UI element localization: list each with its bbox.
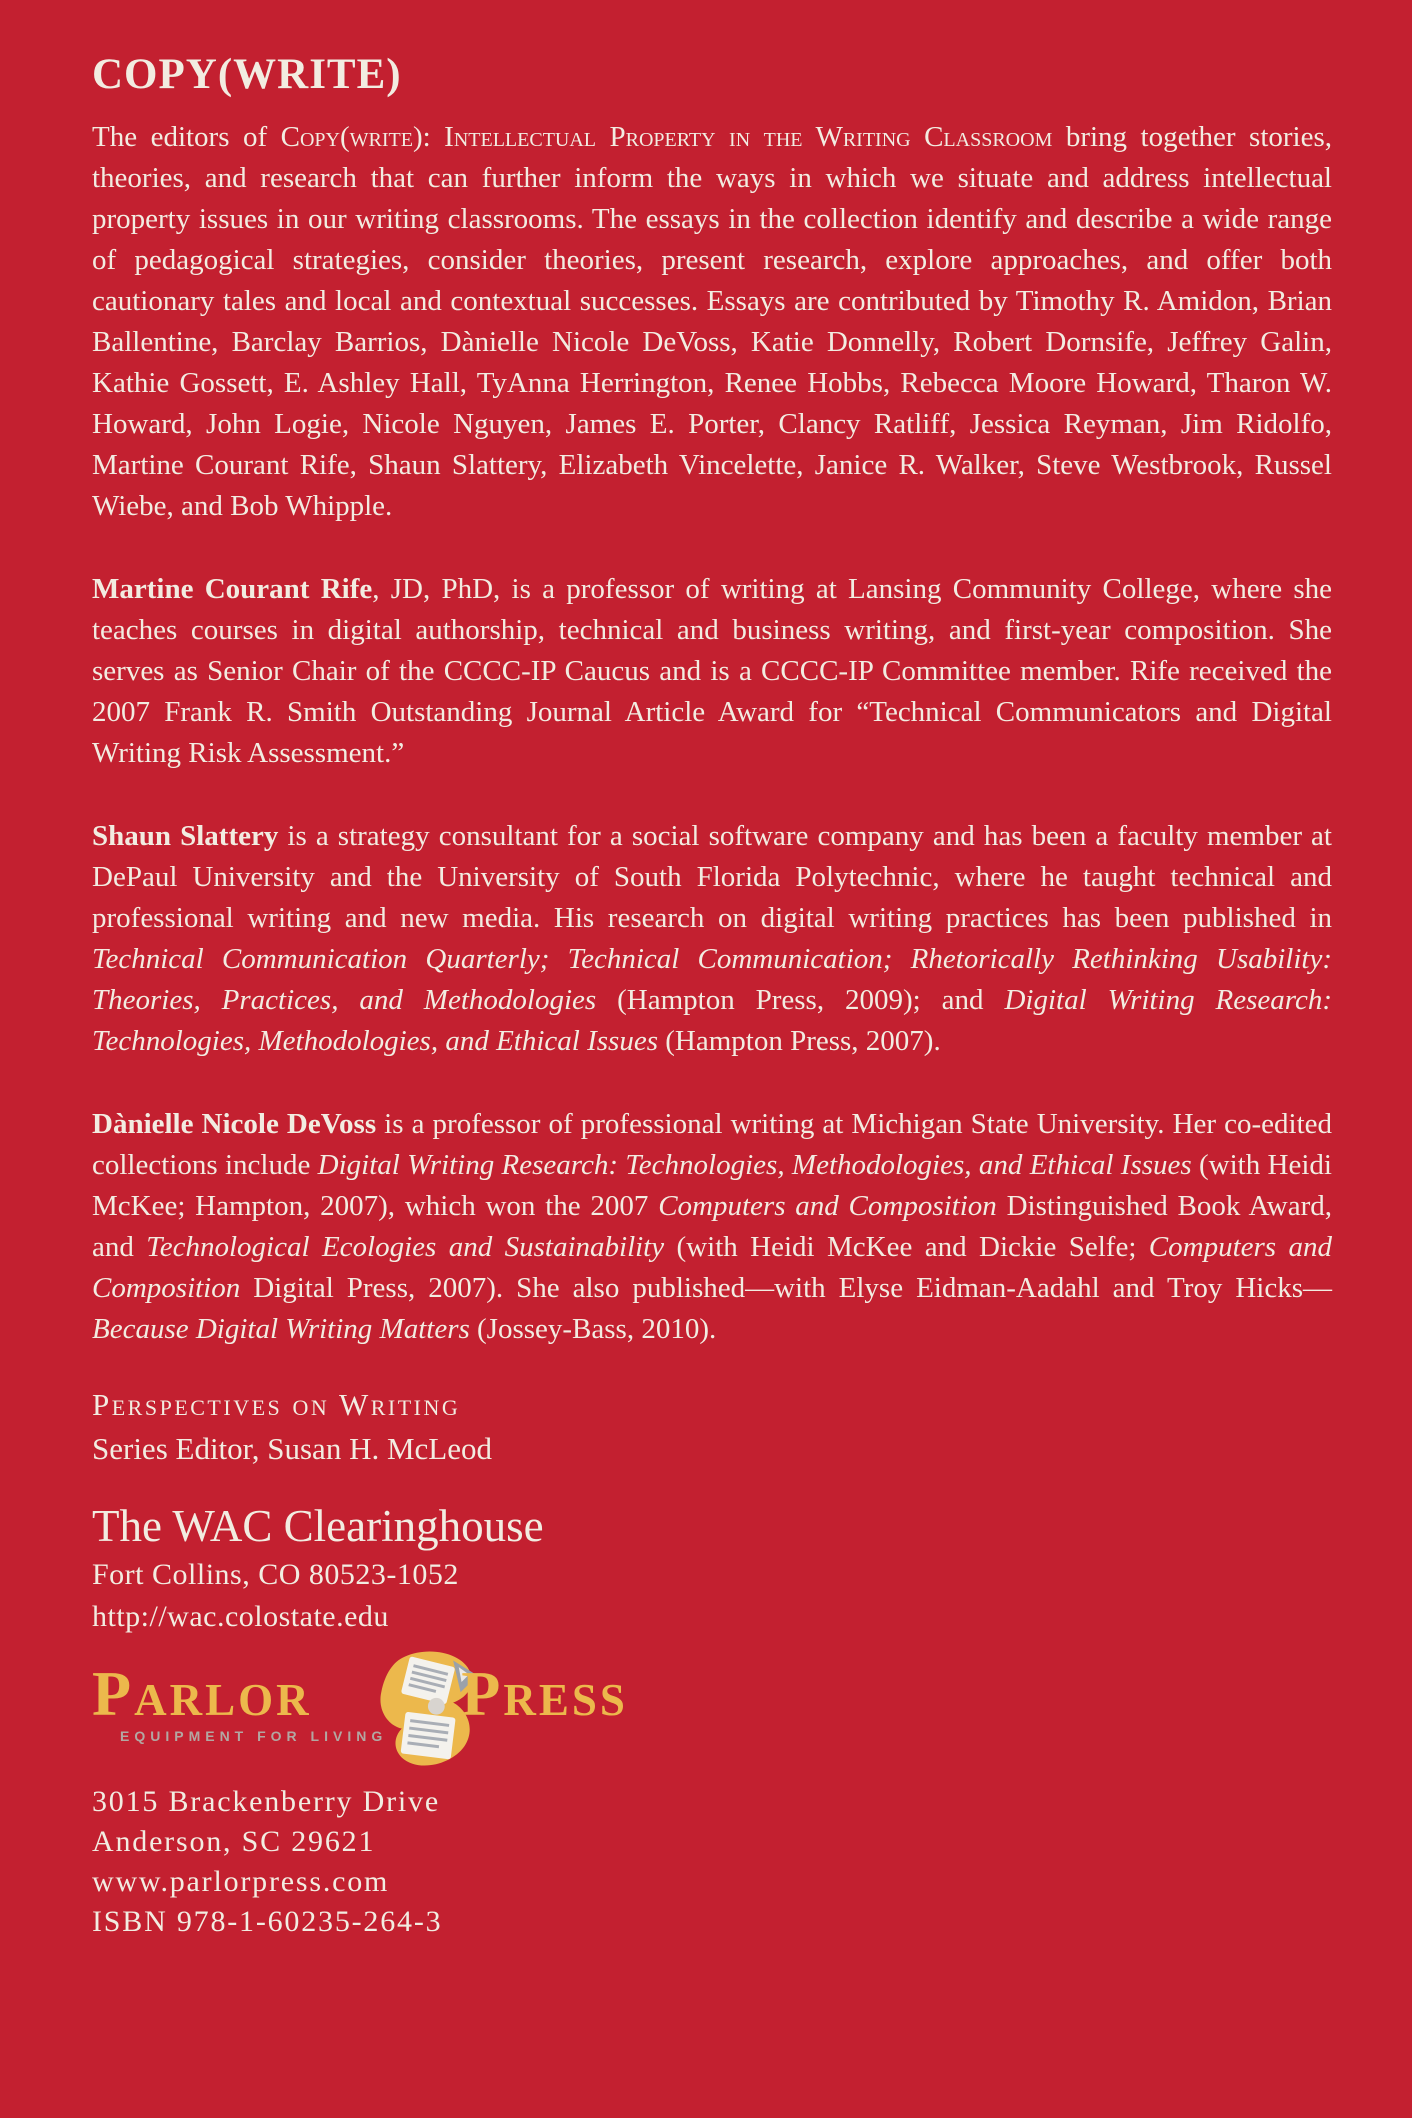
bio-segment: , JD, PhD, is a professor of writing at Lansing Community College, where she teaches courses in digital authorship, technical and business writing, and first-year composition. She serves as Senior Chair of the CCCC-IP Caucus and is a CCCC-IP Committee member. Rife received the 2007 Frank R. Smith Outstanding Journal Article Award for “Technical Communicators and Digital Writing Risk Assessment.” — [92, 573, 1332, 769]
bio-segment-title: Digital Writing Research: Technologies, Methodologies, and Ethical Issues — [317, 1149, 1192, 1181]
isbn: ISBN 978-1-60235-264-3 — [92, 1905, 443, 1938]
bio-name-devoss: Dànielle Nicole DeVoss — [92, 1108, 377, 1140]
bio-segment-title: Technical Communication Quarterly; Technical Communication; Rhetorically Rethinking Usability: Theories, Practices, and Methodologies — [92, 943, 1332, 1016]
about-segment: The editors of — [92, 121, 281, 153]
bio-name-slattery: Shaun Slattery — [92, 820, 279, 852]
parlor-press-logo — [92, 1648, 1332, 1780]
bio-segment: (Hampton Press, 2009); and — [596, 984, 1005, 1016]
bio-segment-title: Computers and Composition — [658, 1190, 997, 1222]
bio-segment: (with Heidi McKee; Hampton, 2007), which won the 2007 — [92, 1149, 1332, 1222]
publisher-block — [92, 1498, 1332, 1638]
bio-segment-title: Computers and Composition — [92, 1231, 1332, 1304]
series-editor: Series Editor, Susan H. McLeod — [92, 1431, 492, 1466]
about-segment: bring together stories, theories, and research that can further inform the ways in which we situate and address intellectual property issues in our writing classrooms. The essays in the collection identify and describe a wide range of pedagogical strategies, consider theories, present research, explore approaches, and offer both cautionary tales and local and contextual successes. Essays are contributed by Timothy R. Amidon, Brian Ballentine, Barclay Barrios, Dànielle Nicole DeVoss, Katie Donnelly, Robert Dornsife, Jeffrey Galin, Kathie Gossett, E. Ashley Hall, TyAnna Herrington, Renee Hobbs, Rebecca Moore Howard, Tharon W. Howard, John Logie, Nicole Nguyen, James E. Porter, Clancy Ratliff, Jessica Reyman, Jim Ridolfo, Martine Courant Rife, Shaun Slattery, Elizabeth Vincelette, Janice R. Walker, Steve Westbrook, Russel Wiebe, and Bob Whipple. — [92, 121, 1333, 522]
parlor-logo-word2: Press — [461, 1658, 628, 1729]
bio-segment: Distinguished Book Award, and — [92, 1190, 1332, 1263]
bio-paragraph-rife — [92, 569, 1332, 774]
bio-segment: is a strategy consultant for a social software company and has been a faculty member at DePaul University and the University of South Florida Polytechnic, where he taught technical and professional writing and new media. His research on digital writing practices has been published in — [92, 820, 1332, 934]
parlor-logo-word1-block — [92, 1648, 387, 1744]
parlor-logo-word1: Parlor — [92, 1658, 312, 1729]
bio-segment: Digital Press, 2007). She also published—with Elyse Eidman-Aadahl and Troy Hicks— — [240, 1272, 1332, 1304]
bio-segment-title: Because Digital Writing Matters — [92, 1313, 470, 1345]
about-segment: : — [422, 121, 445, 153]
bio-paragraph-devoss — [92, 1104, 1332, 1350]
parlor-tagline: EQUIPMENT FOR LIVING — [120, 1728, 388, 1744]
bio-segment-title: Digital Writing Research: Technologies, Methodologies, and Ethical Issues — [92, 984, 1333, 1057]
parlor-address-street: 3015 Brackenberry Drive — [92, 1785, 440, 1818]
bio-segment: (Jossey-Bass, 2010). — [469, 1313, 717, 1345]
parlor-address-block — [92, 1782, 1332, 1942]
bio-paragraph-slattery — [92, 816, 1332, 1062]
publisher-name: The WAC Clearinghouse — [92, 1501, 544, 1551]
about-segment-subtitle: Intellectual Property in the Writing Classroom — [444, 121, 1053, 153]
book-title: COPY(WRITE) — [92, 51, 402, 98]
parlor-url: www.parlorpress.com — [92, 1865, 390, 1898]
bio-segment-title: Technological Ecologies and Sustainability — [146, 1231, 665, 1263]
about-paragraph — [92, 117, 1332, 527]
bio-segment: (with Heidi McKee and Dickie Selfe; — [664, 1231, 1149, 1263]
bio-name-rife: Martine Courant Rife — [92, 573, 373, 605]
bio-segment: (Hampton Press, 2007). — [657, 1025, 941, 1057]
publisher-url: http://wac.colostate.edu — [92, 1600, 389, 1633]
series-block — [92, 1384, 1332, 1472]
publisher-address: Fort Collins, CO 80523-1052 — [92, 1558, 459, 1591]
series-name: Perspectives on Writing — [92, 1387, 461, 1422]
bio-segment: is a professor of professional writing at Michigan State University. Her co-edited collections include — [92, 1108, 1333, 1181]
about-segment-book-title: Copy(write) — [280, 121, 423, 153]
parlor-address-city: Anderson, SC 29621 — [92, 1825, 376, 1858]
